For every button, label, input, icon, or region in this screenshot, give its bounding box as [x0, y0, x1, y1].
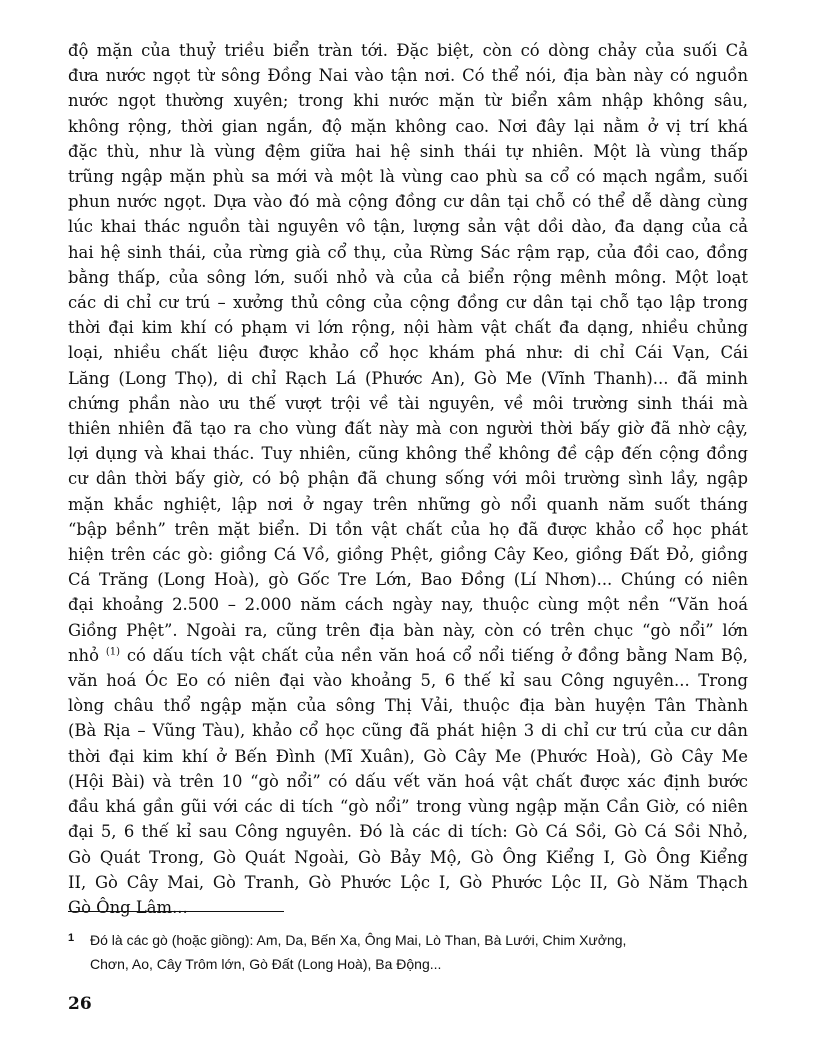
text-line: không rộng, thời gian ngắn, độ mặn không cao. Nơi đây lại nằm ở vị trí khá [68, 116, 748, 136]
text-line: Gò Quát Trong, Gò Quát Ngoài, Gò Bảy Mộ, Gò Ông Kiểng I, Gò Ông Kiểng [68, 847, 748, 867]
text-line: trũng ngập mặn phù sa mới và một là vùng cao phù sa cổ có mạch ngầm, suối [68, 167, 748, 187]
text-line: đại 5, 6 thế kỉ sau Công nguyên. Đó là các di tích: Gò Cá Sồi, Gò Cá Sồi Nhỏ, [68, 822, 748, 842]
text-line: thiên nhiên đã tạo ra cho vùng đất này mà con người thời bấy giờ đã nhờ cậy, [68, 419, 748, 439]
text-line: Cá Trăng (Long Hoà), gò Gốc Tre Lớn, Bao Đồng (Lí Nhơn)... Chúng có niên [68, 570, 748, 590]
text-line: “bập bềnh” trên mặt biển. Di tồn vật chất của họ đã được khảo cổ học phát [68, 519, 748, 539]
footnote-text [90, 928, 758, 976]
text-line: hiện trên các gò: giồng Cá Vồ, giồng Phệt, giồng Cây Keo, giồng Đất Đỏ, giồng [68, 545, 748, 565]
text-line-with-footnote-ref [68, 643, 748, 668]
text-line: lòng châu thổ ngập mặn của sông Thị Vải, thuộc địa bàn huyện Tân Thành [68, 696, 748, 716]
text-line: (Bà Rịa – Vũng Tàu), khảo cổ học cũng đã phát hiện 3 di chỉ cư trú của cư dân [68, 721, 748, 741]
text-line: phun nước ngọt. Dựa vào đó mà cộng đồng cư dân tại chỗ có thể dễ dàng cùng [68, 192, 748, 212]
text-line: văn hoá Óc Eo có niên đại vào khoảng 5, 6 thế kỉ sau Công nguyên... Trong [68, 671, 748, 691]
text-line: (Hội Bài) và trên 10 “gò nổi” có dấu vết văn hoá vật chất được xác định bước [68, 771, 748, 791]
text-line: Giồng Phệt”. Ngoài ra, cũng trên địa bàn này, còn có trên chục “gò nổi” lớn [68, 620, 748, 640]
text-line: Gò Ông Lâm... [68, 897, 188, 917]
footnote [68, 928, 758, 976]
footnote-line: Chơn, Ao, Cây Trôm lớn, Gò Đất (Long Hoà), Ba Động... [90, 956, 442, 972]
text-line: độ mặn của thuỷ triều biển tràn tới. Đặc biệt, còn có dòng chảy của suối Cả [68, 41, 748, 60]
text-line: II, Gò Cây Mai, Gò Tranh, Gò Phước Lộc I, Gò Phước Lộc II, Gò Năm Thạch [68, 872, 748, 892]
text-fragment: nhỏ [68, 645, 99, 665]
text-line: đầu khá gần gũi với các di tích “gò nổi” trong vùng ngập mặn Cần Giờ, có niên [68, 797, 748, 817]
text-line: đại khoảng 2.500 – 2.000 năm cách ngày nay, thuộc cùng một nền “Văn hoá [68, 595, 748, 615]
text-line: hai hệ sinh thái, của rừng già cổ thụ, của Rừng Sác rậm rạp, của đồi cao, đồng [68, 242, 748, 262]
body-text [68, 38, 748, 920]
footnote-mark: 1 [68, 932, 75, 944]
footnote-divider [68, 911, 284, 912]
text-line: loại, nhiều chất liệu được khảo cổ học khám phá như: di chỉ Cái Vạn, Cái [68, 343, 748, 363]
text-line: bằng thấp, của sông lớn, suối nhỏ và của cả biển rộng mênh mông. Một loạt [68, 267, 748, 287]
text-fragment: có dấu tích vật chất của nền văn hoá cổ nổi tiếng ở đồng bằng Nam Bộ, [126, 645, 748, 665]
text-line: mặn khắc nghiệt, lập nơi ở ngay trên những gò nổi quanh năm suốt tháng [68, 494, 748, 514]
text-line: chứng phần nào ưu thế vượt trội về tài nguyên, về môi trường sinh thái mà [68, 393, 748, 413]
text-line: nước ngọt thường xuyên; trong khi nước mặn từ biển xâm nhập không sâu, [68, 91, 748, 111]
text-line: cư dân thời bấy giờ, có bộ phận đã chung sống với môi trường sình lầy, ngập [68, 469, 748, 489]
text-line: các di chỉ cư trú – xưởng thủ công của cộng đồng cư dân tại chỗ tạo lập trong [68, 293, 748, 313]
text-line: thời đại kim khí ở Bến Đình (Mĩ Xuân), Gò Cây Me (Phước Hoà), Gò Cây Me [68, 746, 748, 766]
text-line: lợi dụng và khai thác. Tuy nhiên, cũng không thể không đề cập đến cộng đồng [68, 444, 748, 464]
text-line: Lăng (Long Thọ), di chỉ Rạch Lá (Phước An), Gò Me (Vĩnh Thanh)... đã minh [68, 368, 748, 388]
page-number: 26 [68, 994, 92, 1014]
footnote-line: Đó là các gò (hoặc giồng): Am, Da, Bến Xa, Ông Mai, Lò Than, Bà Lưới, Chim Xưởng, [90, 932, 627, 948]
text-line: đặc thù, như là vùng đệm giữa hai hệ sinh thái tự nhiên. Một là vùng thấp [68, 141, 748, 161]
footnote-reference[interactable]: (1) [105, 646, 120, 658]
text-line: đưa nước ngọt từ sông Đồng Nai vào tận nơi. Có thể nói, địa bàn này có nguồn [68, 66, 748, 86]
text-line: thời đại kim khí có phạm vi lớn rộng, nội hàm vật chất đa dạng, nhiều chủng [68, 318, 748, 338]
text-line: lúc khai thác nguồn tài nguyên vô tận, lượng sản vật dồi dào, đa dạng của cả [68, 217, 748, 237]
